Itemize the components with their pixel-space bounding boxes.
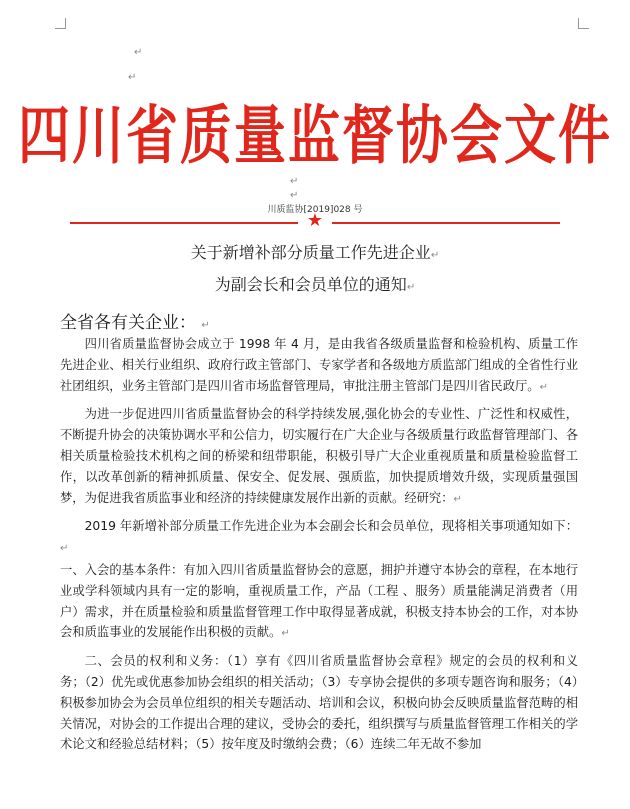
body-paragraph: 二、会员的权利和义务：（1）享有《四川省质量监督协会章程》规定的会员的权利和义务；（2）优先或优惠参加协会组织的相关活动；（3）专享协会提供的多项专题咨询和服务；（4）积极参加协会为会员单位组织的相关专题活动、培训和会议，积极向协会反映质量监督范畴的相关情况，对协会的工作提出合理的建议，受协会的委托，组织撰写与质量监督管理工作相关的学术论文和经验总结材料；（5）按年度及时缴纳会费；（6）连续二年无故不参加 [60,654,578,752]
document-number: 川质监协[2019]028 号 [267,205,363,215]
body-paragraph: 四川省质量监督协会成立于 1998 年 4 月，是由我省各级质量监督和检验机构、质量工作先进企业、相关行业组织、政府行政主管部门、专家学者和各级地方质监部门组成的全省性行业社团组织，业务主管部门是四川省市场监督管理局，审批注册主管部门是四川省民政厅。↵ [60,337,578,393]
salutation: 全省各有关企业： ↵ [60,313,210,333]
paragraph-mark: ↵ [290,190,299,201]
paragraph-mark: ↵ [539,381,548,393]
crop-mark-top-left [55,18,66,29]
paragraph-mark: ↵ [453,493,462,505]
divider-line-right [332,222,560,224]
body-paragraph: 为进一步促进四川省质量监督协会的科学持续发展,强化协会的专业性、广泛性和权威性，不断提升协会的决策协调水平和公信力，切实履行在广大企业与各级质量行政监督管理部门、各相关质量检验技术机构之间的桥梁和纽带职能，积极引导广大企业重视质量和质量检验监督工作，以改革创新的精神抓质量、保安全、促发展、强质监，加快提质增效升级，实现质量强国梦，为促进我省质监事业和经济的持续健康发展作出新的贡献。经研究：↵ [60,407,578,505]
paragraph-mark: ↵ [281,628,290,640]
body-paragraph: 2019 年新增补部分质量工作先进企业为本会副会长和会员单位，现将相关事项通知如下：↵ [60,519,578,555]
divider-line-left [70,222,298,224]
paragraph-mark: ↵ [290,176,299,187]
document-body [60,334,578,761]
document-header-title: 四川省质量监督协会文件 [17,98,612,174]
paragraph-mark: ↵ [201,320,210,331]
paragraph-mark: ↵ [430,250,440,261]
paragraph-mark: ↵ [406,282,416,293]
subject-line-1: 关于新增补部分质量工作先进企业↵ [190,243,440,262]
paragraph-mark: ↵ [128,72,137,83]
crop-mark-top-right [578,18,589,29]
paragraph-mark: ↵ [134,47,143,58]
paragraph-mark: ↵ [60,543,69,555]
subject-line-2: 为副会长和会员单位的通知↵ [214,275,416,294]
body-paragraph: 一、入会的基本条件：有加入四川省质量监督协会的意愿，拥护并遵守本协会的章程，在本地行业或学科领域内具有一定的影响，重视质量工作，产品（工程 、服务）质量能满足消费者（用户）需求，并在质量检验和质量监督管理工作中取得显著成就，积极支持本协会的工作，对本协会和质监事业的发展能作出积极的贡献。↵ [60,562,578,640]
star-icon: ★ [306,210,324,231]
